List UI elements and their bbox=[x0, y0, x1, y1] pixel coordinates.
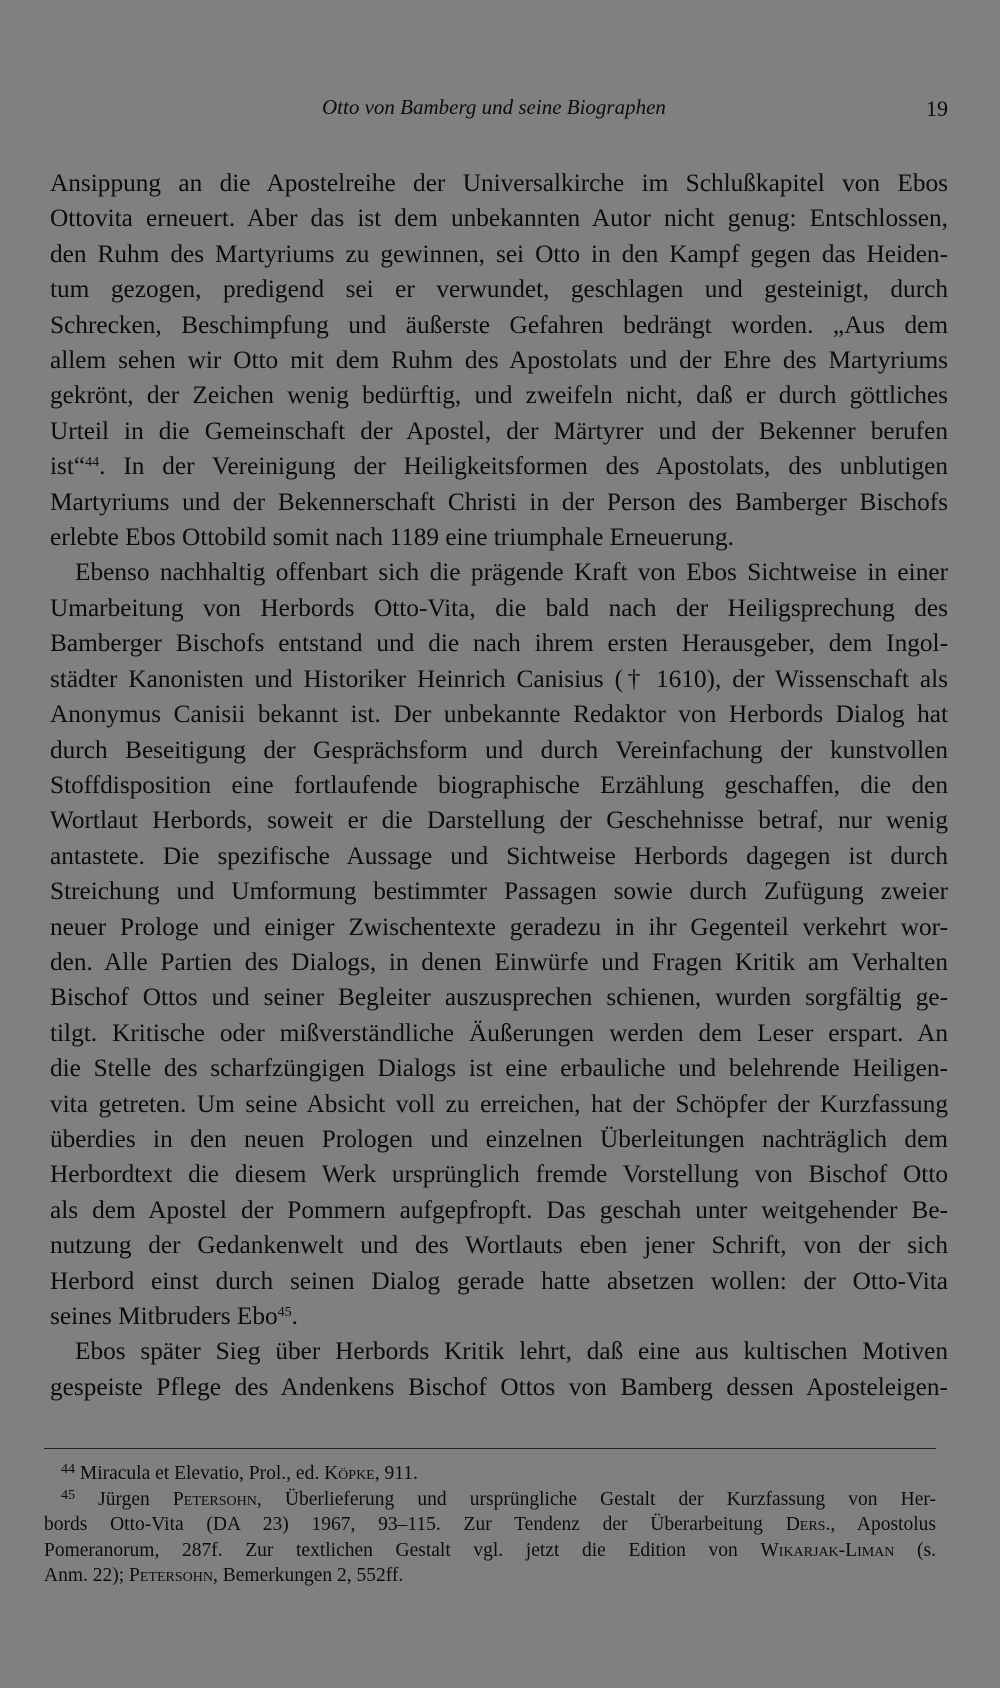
text-line: den. Alle Partien des Dialogs, in denen Einwürfe und Fragen Kritik am Verhalten bbox=[50, 947, 948, 976]
text-line: Ansippung an die Apostelreihe der Universalkirche im Schlußkapitel von Ebos bbox=[50, 169, 948, 197]
running-title: Otto von Bamberg und seine Biographen bbox=[322, 95, 666, 119]
text-fragment: . bbox=[291, 1302, 298, 1330]
text-line: Martyriums und der Bekennerschaft Christi in der Person des Bamberger Bischofs bbox=[50, 487, 948, 516]
main-text bbox=[50, 166, 948, 1405]
author-name: Wikarjak-Liman bbox=[760, 1539, 895, 1561]
text-line: überdies in den neuen Prologen und einzelnen Überleitungen nachträglich dem bbox=[50, 1124, 948, 1153]
footnote-marker: 44 bbox=[85, 455, 100, 471]
author-name: Köpke bbox=[324, 1463, 375, 1484]
text-line: Ebos später Sieg über Herbords Kritik lehrt, daß eine aus kultischen Motiven bbox=[75, 1337, 948, 1366]
text-line: Herbord einst durch seinen Dialog gerade hatte absetzen wollen: der Otto-Vita bbox=[50, 1266, 948, 1295]
text-fragment: . In der Vereinigung der Heiligkeitsformen des Apostolats, des unblutigen bbox=[99, 452, 948, 481]
text-fragment: Miracula et Elevatio, Prol., ed. bbox=[79, 1463, 325, 1484]
author-name: Petersohn bbox=[129, 1565, 214, 1586]
footnote-44 bbox=[44, 1461, 936, 1487]
footnote-line bbox=[44, 1461, 936, 1487]
footnote-line bbox=[44, 1512, 936, 1538]
author-name: Ders. bbox=[785, 1514, 831, 1535]
text-line: Urteil in die Gemeinschaft der Apostel, der Märtyrer und der Bekenner berufen bbox=[50, 416, 948, 445]
footnote-marker: 45 bbox=[277, 1305, 292, 1320]
author-name: Petersohn bbox=[172, 1488, 257, 1510]
page-number: 19 bbox=[926, 96, 948, 121]
text-line: Umarbeitung von Herbords Otto-Vita, die bald nach der Heiligsprechung des bbox=[50, 593, 948, 622]
text-line: neuer Prologe und einiger Zwischentexte geradezu in ihr Gegenteil verkehrt wor- bbox=[50, 912, 948, 941]
text-line: antastete. Die spezifische Aussage und Sichtweise Herbords dagegen ist durch bbox=[50, 841, 948, 870]
text-line: vita getreten. Um seine Absicht voll zu erreichen, hat der Schöpfer der Kurzfassung bbox=[50, 1089, 948, 1118]
text-line: gekrönt, der Zeichen wenig bedürftig, und zweifeln nicht, daß er durch göttliches bbox=[50, 381, 948, 410]
paragraph bbox=[50, 166, 948, 555]
text-fragment: ist“ bbox=[50, 452, 86, 481]
text-line: durch Beseitigung der Gesprächsform und durch Vereinfachung der kunstvollen bbox=[50, 735, 948, 764]
text-line: Anonymus Canisii bekannt ist. Der unbekannte Redaktor von Herbords Dialog hat bbox=[50, 700, 948, 729]
text-fragment: bords Otto-Vita (DA 23) 1967, 93–115. Zur Tendenz der Überarbeitung bbox=[44, 1514, 786, 1535]
text-line bbox=[50, 449, 948, 484]
footnote-line bbox=[44, 1563, 936, 1589]
text-fragment: (s. bbox=[894, 1539, 936, 1561]
paragraph bbox=[50, 555, 948, 1334]
text-line bbox=[50, 1299, 948, 1334]
text-line: erlebte Ebos Ottobild somit nach 1189 eine triumphale Erneuerung. bbox=[50, 523, 735, 552]
text-fragment: Anm. 22); bbox=[44, 1565, 130, 1586]
text-line: Herbordtext die diesem Werk ursprünglich fremde Vorstellung von Bischof Otto bbox=[50, 1160, 948, 1189]
text-fragment: Jürgen bbox=[98, 1488, 173, 1510]
text-line: städter Kanonisten und Historiker Heinrich Canisius († 1610), der Wissenschaft als bbox=[50, 664, 948, 693]
text-line: Streichung und Umformung bestimmter Passagen sowie durch Zufügung zweier bbox=[50, 877, 948, 906]
paragraph bbox=[50, 1334, 948, 1405]
text-line: Wortlaut Herbords, soweit er die Darstellung der Geschehnisse betraf, nur wenig bbox=[50, 806, 948, 835]
text-fragment: , Bemerkungen 2, 552ff. bbox=[213, 1565, 404, 1586]
text-line: die Stelle des scharfzüngigen Dialogs ist eine erbauliche und belehrende Heiligen- bbox=[50, 1054, 948, 1083]
text-line: Ebenso nachhaltig offenbart sich die prägende Kraft von Ebos Sichtweise in einer bbox=[75, 558, 948, 587]
text-line: tum gezogen, predigend sei er verwundet, geschlagen und gesteinigt, durch bbox=[50, 275, 948, 304]
text-fragment: seines Mitbruders Ebo bbox=[50, 1302, 278, 1330]
footnote-number: 44 bbox=[61, 1462, 75, 1477]
text-line: den Ruhm des Martyriums zu gewinnen, sei Otto in den Kampf gegen das Heiden- bbox=[50, 239, 948, 268]
text-line: Stoffdisposition eine fortlaufende biographische Erzählung geschaffen, die den bbox=[50, 770, 948, 799]
footnotes bbox=[44, 1461, 936, 1589]
text-fragment: , 911. bbox=[374, 1463, 418, 1484]
text-fragment: Pomeranorum, 287f. Zur textlichen Gestalt vgl. jetzt die Edition von bbox=[44, 1539, 761, 1561]
text-line: allem sehen wir Otto mit dem Ruhm des Apostolats und der Ehre des Martyriums bbox=[50, 346, 948, 375]
text-fragment: , Apostolus bbox=[830, 1514, 936, 1535]
text-line: Bischof Ottos und seiner Begleiter auszusprechen schienen, wurden sorgfältig ge- bbox=[50, 983, 948, 1012]
footnote-line bbox=[44, 1487, 936, 1513]
text-line: gespeiste Pflege des Andenkens Bischof Ottos von Bamberg dessen Aposteleigen- bbox=[50, 1372, 948, 1401]
footnote-number: 45 bbox=[61, 1487, 75, 1503]
text-line: Schrecken, Beschimpfung und äußerste Gefahren bedrängt worden. „Aus dem bbox=[50, 310, 948, 339]
footnote-45 bbox=[44, 1487, 936, 1589]
text-line: nutzung der Gedankenwelt und des Wortlauts eben jener Schrift, von der sich bbox=[50, 1231, 948, 1260]
footnote-line bbox=[44, 1538, 936, 1564]
text-line: tilgt. Kritische oder mißverständliche Äußerungen werden dem Leser erspart. An bbox=[50, 1018, 948, 1047]
text-line: Bamberger Bischofs entstand und die nach ihrem ersten Herausgeber, dem Ingol- bbox=[50, 629, 948, 658]
text-line: Ottovita erneuert. Aber das ist dem unbekannten Autor nicht genug: Entschlossen, bbox=[50, 204, 948, 233]
text-line: als dem Apostel der Pommern aufgepfropft. Das geschah unter weitgehender Be- bbox=[50, 1195, 948, 1224]
footnote-divider bbox=[44, 1448, 936, 1449]
text-fragment: , Überlieferung und ursprüngliche Gestalt der Kurzfassung von Her- bbox=[256, 1488, 936, 1510]
